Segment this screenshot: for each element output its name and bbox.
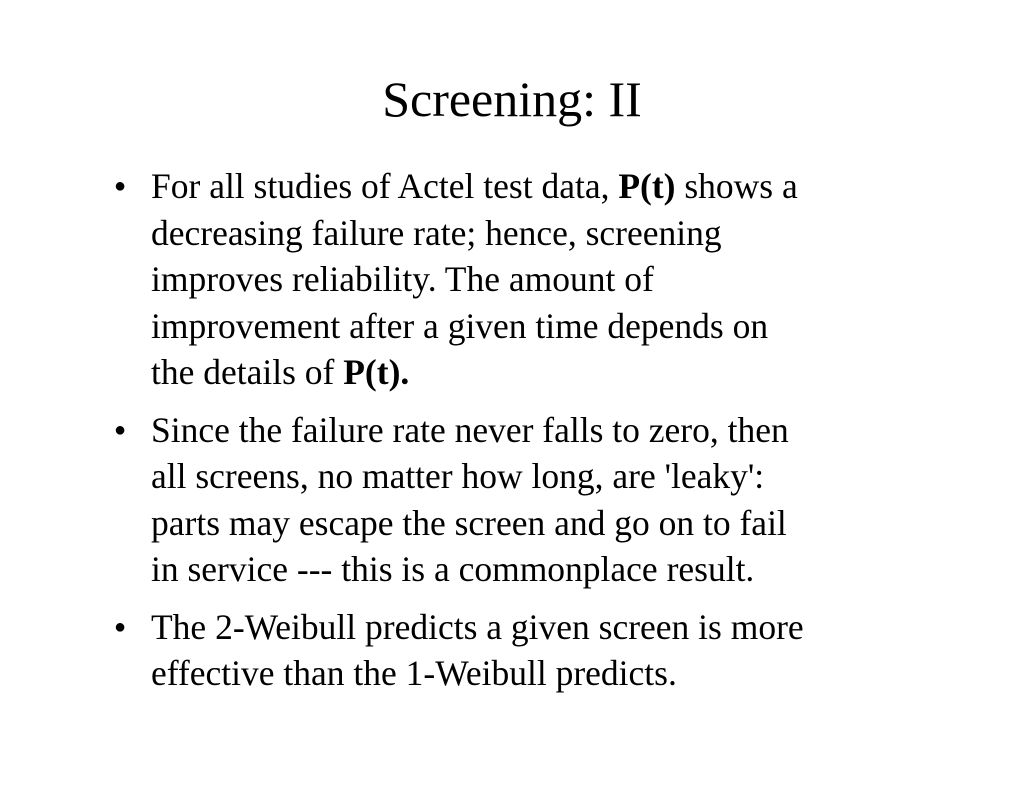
- bullet-line: parts may escape the screen and go on to fail: [151, 502, 787, 543]
- bullet-item-leaky-screens: [114, 407, 914, 593]
- slide-title: Screening: II: [382, 71, 642, 127]
- bullet-line: decreasing failure rate; hence, screening: [151, 212, 722, 253]
- bullet-list: [114, 163, 914, 708]
- bullet-line: improves reliability. The amount of: [151, 259, 654, 299]
- bullet-dot-icon: ●: [114, 418, 127, 441]
- bullet-dot-icon: ●: [114, 175, 127, 197]
- bold-term: P(t): [618, 166, 676, 206]
- bullet-line: the details of P(t).: [151, 352, 410, 392]
- bullet-line: in service --- this is a commonplace result.: [151, 549, 755, 589]
- bullet-item-weibull-comparison: [114, 604, 914, 697]
- bullet-item-screening-failure-rate: [114, 163, 914, 396]
- bullet-line: effective than the 1-Weibull predicts.: [151, 653, 677, 693]
- bullet-line: For all studies of Actel test data, P(t) shows a: [151, 166, 798, 206]
- bold-term: P(t).: [343, 352, 410, 392]
- bullet-line: improvement after a given time depends on: [151, 305, 769, 346]
- bullet-line: Since the failure rate never falls to zero, then: [151, 409, 789, 450]
- bullet-dot-icon: ●: [114, 615, 127, 638]
- bullet-line: The 2-Weibull predicts a given screen is more: [151, 606, 804, 647]
- bullet-line: all screens, no matter how long, are 'leaky':: [151, 456, 765, 496]
